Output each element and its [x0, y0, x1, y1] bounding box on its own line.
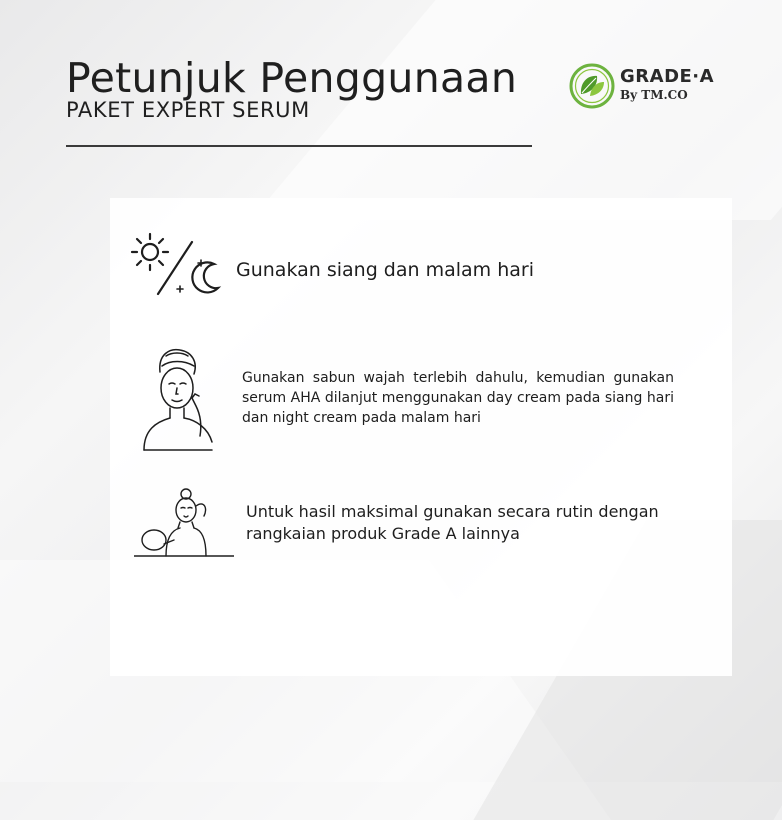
sun-moon-icon — [128, 230, 224, 300]
face-serum-icon — [140, 344, 216, 452]
page-subtitle: PAKET EXPERT SERUM — [66, 98, 310, 122]
brand-logo — [568, 62, 738, 116]
brand-tagline: By TM.CO — [620, 88, 688, 102]
brand-name: GRADE·A — [620, 66, 715, 87]
step-text: Untuk hasil maksimal gunakan secara rutin dengan rangkaian produk Grade A lainnya — [246, 502, 659, 543]
title-divider — [66, 145, 532, 147]
step-text: Gunakan sabun wajah terlebih dahulu, kemudian gunakan serum AHA dilanjut menggunakan day cream pada siang hari dan night cream pada malam hari — [242, 370, 674, 426]
mirror-routine-icon — [134, 486, 234, 560]
leaf-circle-icon — [568, 62, 616, 110]
page-title: Petunjuk Penggunaan — [66, 54, 518, 102]
step-text: Gunakan siang dan malam hari — [236, 259, 534, 281]
